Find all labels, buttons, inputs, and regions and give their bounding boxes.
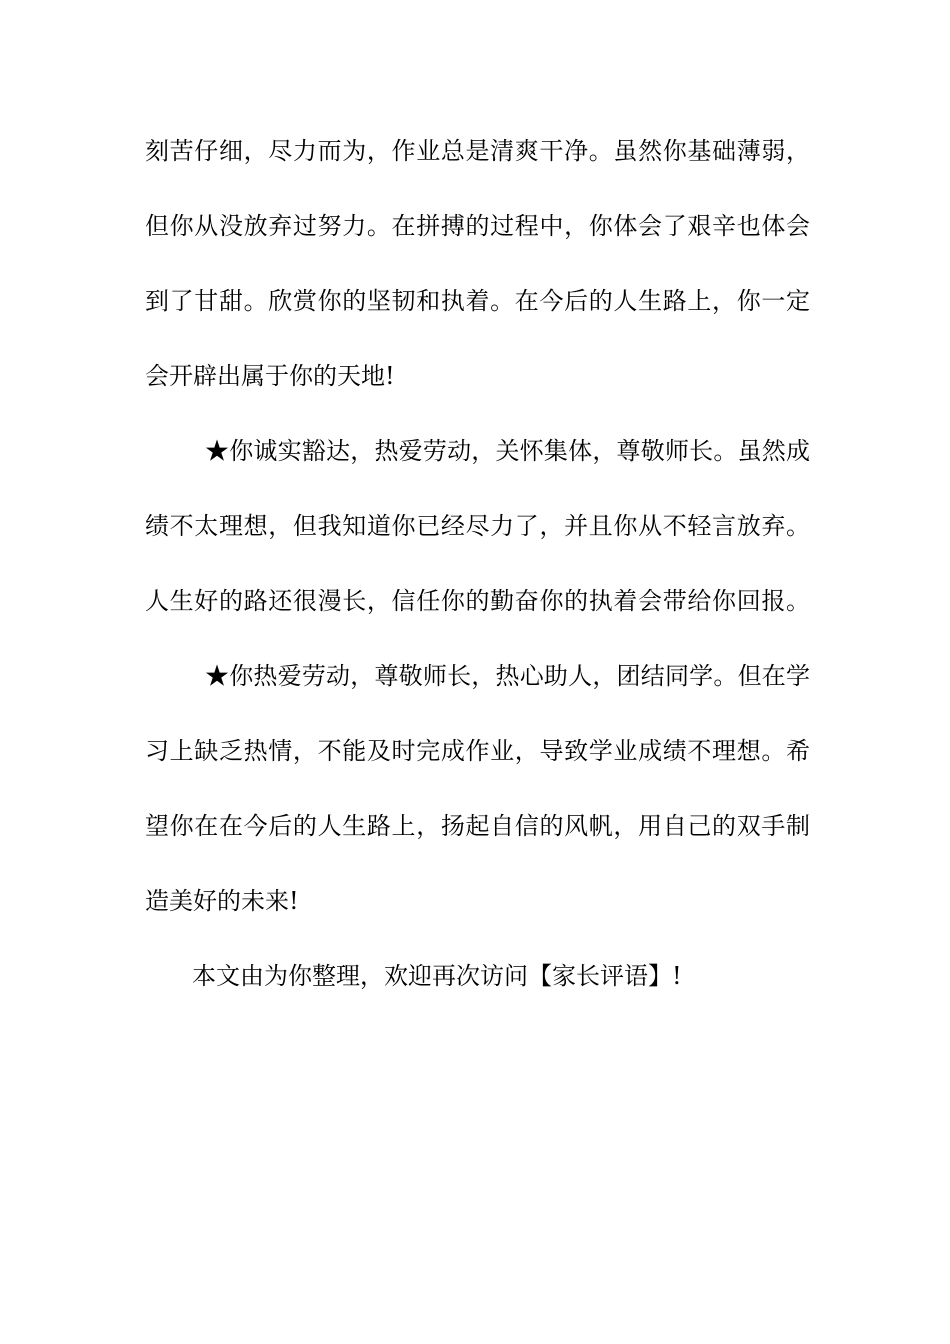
paragraph-line: 习上缺乏热情，不能及时完成作业，导致学业成绩不理想。希 (145, 737, 810, 765)
paragraph-line: 刻苦仔细，尽力而为，作业总是清爽干净。虽然你基础薄弱， (145, 137, 810, 165)
paragraph-line: 望你在在今后的人生路上，扬起自信的风帆，用自己的双手制 (145, 812, 810, 840)
paragraph-line: 到了甘甜。欣赏你的坚韧和执着。在今后的人生路上，你一定 (145, 287, 810, 315)
footer-note: 本文由为你整理，欢迎再次访问【家长评语】! (192, 962, 682, 990)
paragraph-line: 但你从没放弃过努力。在拼搏的过程中，你体会了艰辛也体会 (145, 212, 810, 240)
paragraph-line: ★你热爱劳动，尊敬师长，热心助人，团结同学。但在学 (205, 662, 810, 690)
paragraph-line: 绩不太理想，但我知道你已经尽力了，并且你从不轻言放弃。 (145, 512, 810, 540)
paragraph-line: 人生好的路还很漫长，信任你的勤奋你的执着会带给你回报。 (145, 587, 810, 615)
paragraph-line: 造美好的未来! (145, 887, 299, 915)
paragraph-line: 会开辟出属于你的天地! (145, 362, 395, 390)
paragraph-line: ★你诚实豁达，热爱劳动，关怀集体，尊敬师长。虽然成 (205, 437, 810, 465)
